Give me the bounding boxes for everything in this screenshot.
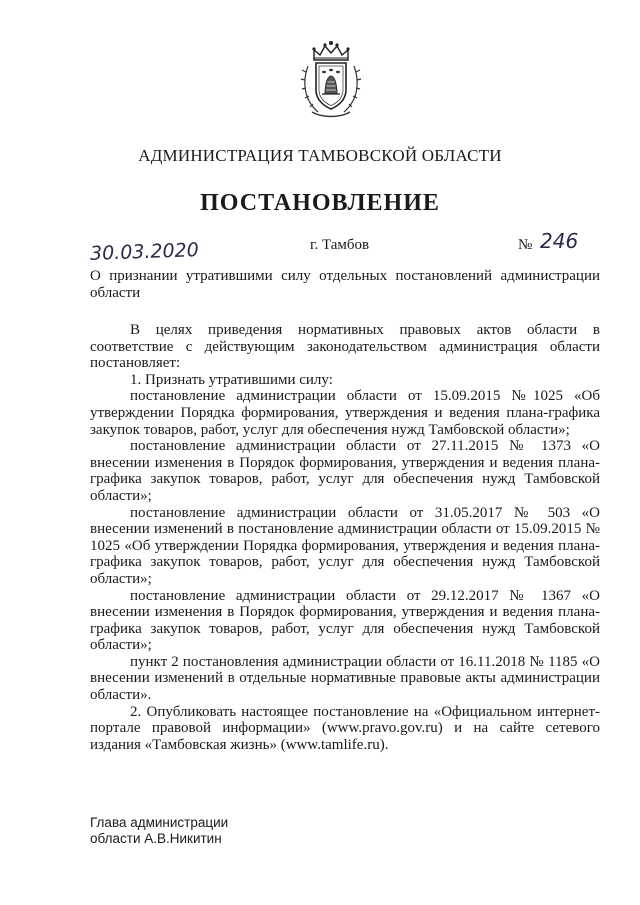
body-paragraph: пункт 2 постановления администрации области от 16.11.2018 № 1185 «О внесении изменений в отдельные нормативные правовые акты администрации области». (90, 653, 600, 704)
body-paragraph: постановление администрации области от 27.11.2015 № 1373 «О внесении изменения в Порядок формирования, утверждения и ведения плана-графика закупок товаров, работ, услуг для обеспечения нужд Тамбовской области»; (90, 438, 600, 504)
signature-block (90, 815, 228, 847)
body-paragraph: постановление администрации области от 29.12.2017 № 1367 «О внесении изменения в Порядок формирования, утверждения и ведения плана-графика закупок товаров, работ, услуг для обеспечения нужд Тамбовской области»; (90, 587, 600, 654)
document-subject: О признании утратившими силу отдельных постановлений администрации области (90, 268, 600, 301)
document-type-title: ПОСТАНОВЛЕНИЕ (200, 190, 440, 216)
coat-of-arms-icon (300, 38, 362, 120)
organization-name: АДМИНИСТРАЦИЯ ТАМБОВСКОЙ ОБЛАСТИ (138, 146, 502, 165)
document-number-label: № (518, 237, 533, 253)
document-city: г. Тамбов (310, 237, 370, 253)
signature-name: области А.В.Никитин (90, 831, 222, 846)
body-paragraph: постановление администрации области от 15.09.2015 №1025 «Об утверждении Порядка формирования, утверждения и ведения плана-графика закупок товаров, работ, услуг для обеспечения нужд Тамбовской области»; (90, 388, 600, 438)
document-body (90, 322, 600, 753)
signature-title: Глава администрации (90, 815, 229, 830)
body-paragraph: постановление администрации области от 31.05.2017 № 503 «О внесении изменений в постановление администрации области от 15.09.2015 № 1025 «Об утверждении Порядка формирования, утверждения и ведения плана-графика закупок товаров, работ, услуг для обеспечения нужд Тамбовской области»; (90, 504, 600, 587)
body-paragraph: В целях приведения нормативных правовых актов области в соответствие с действующим законодательством администрация области постановляет: (90, 322, 600, 372)
body-paragraph: 1. Признать утратившими силу: (130, 371, 333, 388)
document-number: 246 (540, 229, 579, 253)
document-date: 30.03.2020 (89, 239, 200, 265)
body-paragraph: 2. Опубликовать настоящее постановление на «Официальном интернет-портале правовой информации» (www.pravo.gov.ru) и на сайте сетевого издания «Тамбовская жизнь» (www.tamlife.ru). (90, 703, 600, 753)
